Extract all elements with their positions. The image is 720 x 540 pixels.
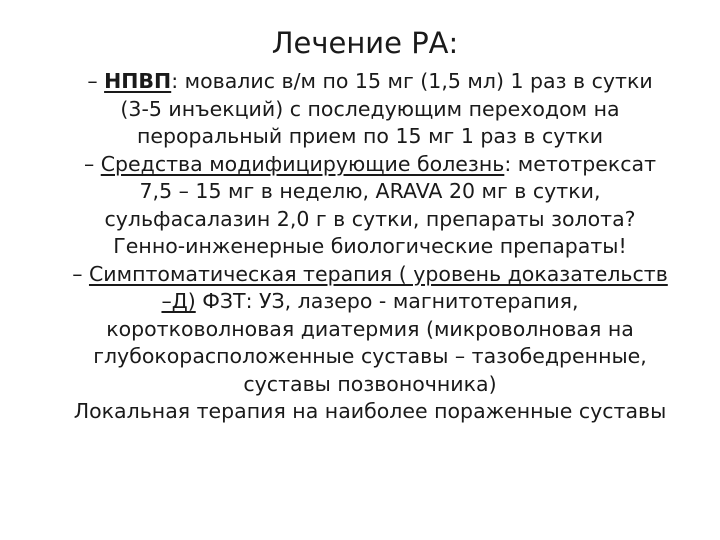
biologics-line: Генно-инженерные биологические препараты! — [113, 234, 627, 258]
dmard-heading: Средства модифицирующие болезнь — [100, 151, 505, 176]
item-dash: – — [83, 151, 101, 176]
local-therapy-line: Локальная терапия на наиболее пораженные суставы — [73, 399, 667, 423]
dmard-item — [70, 151, 670, 234]
item-dash: – — [87, 69, 105, 93]
nsaid-item — [70, 68, 670, 151]
nsaid-heading: НПВП — [104, 69, 172, 93]
dmard-text: : метотрексат 7,5 – 15 мг в неделю, ARAVA 20 мг в сутки, сульфасалазин 2,0 г в сутки, препараты золота? — [104, 151, 657, 231]
symptomatic-text: ФЗТ: УЗ, лазеро - магнитотерапия, коротковолновая диатермия (микроволновая на глубокорасположенные суставы – тазобедренные, суставы позвоночника) — [93, 289, 647, 396]
slide-body — [70, 68, 670, 426]
item-dash: – — [72, 261, 89, 286]
symptomatic-heading: Симптоматическая терапия ( уровень доказательств –Д) — [88, 261, 668, 313]
slide-title: Лечение РА: — [271, 26, 459, 60]
symptomatic-item — [70, 261, 670, 399]
nsaid-text: : мовалис в/м по 15 мг (1,5 мл) 1 раз в сутки (3-5 инъекций) с последующим переходом на пероральный прием по 15 мг 1 раз в сутки — [120, 69, 653, 148]
